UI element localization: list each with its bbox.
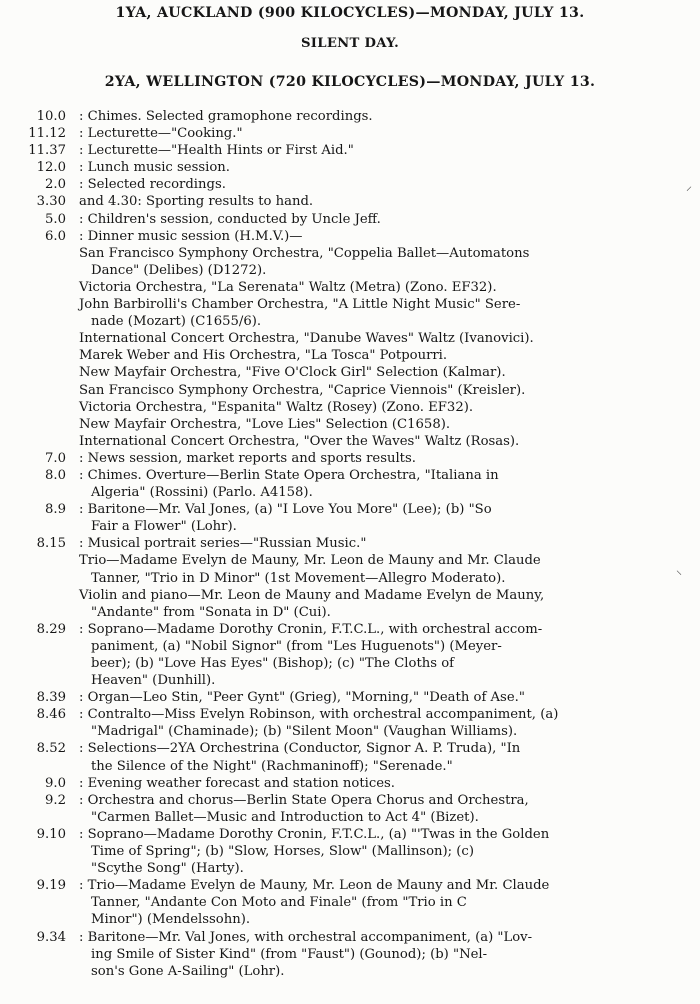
schedule-entry — [0, 159, 700, 176]
entry-line: Fair a Flower" (Lohr). — [91, 519, 237, 535]
margin-mark: ⸝ — [686, 179, 693, 193]
entry-line: and 4.30: Sporting results to hand. — [79, 194, 314, 210]
entry-time: 9.2 — [45, 792, 66, 808]
schedule-entry — [0, 450, 700, 467]
schedule-entry — [0, 501, 700, 535]
schedule-entry — [0, 792, 700, 826]
entry-line: "Carmen Ballet—Music and Introduction to Act 4" (Bizet). — [91, 809, 479, 825]
entry-time: 12.0 — [36, 160, 66, 176]
entry-line: : News session, market reports and sports results. — [79, 450, 416, 466]
entry-time: 8.39 — [36, 690, 66, 706]
entry-line: Violin and piano—Mr. Leon de Mauny and Madame Evelyn de Mauny, — [79, 587, 545, 603]
entry-line: : Contralto—Miss Evelyn Robinson, with orchestral accompaniment, (a) — [79, 707, 559, 723]
margin-mark: ⸜ — [676, 563, 683, 577]
entry-line: : Children's session, conducted by Uncle Jeff. — [79, 211, 381, 227]
schedule-entry — [0, 125, 700, 142]
entry-time: 9.10 — [36, 826, 66, 842]
entry-line: : Chimes. Selected gramophone recordings. — [79, 109, 373, 124]
entry-line: : Orchestra and chorus—Berlin State Opera Chorus and Orchestra, — [79, 792, 529, 808]
entry-line: Algeria" (Rossini) (Parlo. A4158). — [91, 485, 313, 501]
entry-line: Tanner, "Trio in D Minor" (1st Movement—Allegro Moderato). — [91, 570, 506, 586]
entry-line: Victoria Orchestra, "Espanita" Waltz (Rosey) (Zono. EF32). — [79, 399, 474, 415]
entry-line: Victoria Orchestra, "La Serenata" Waltz (Metra) (Zono. EF32). — [79, 279, 497, 295]
entry-line: San Francisco Symphony Orchestra, "Coppelia Ballet—Automatons — [79, 245, 530, 261]
entry-text — [79, 142, 686, 159]
entry-text — [79, 621, 686, 689]
entry-line: Marek Weber and His Orchestra, "La Tosca" Potpourri. — [79, 348, 448, 364]
schedule-entry — [0, 775, 700, 792]
entry-line: beer); (b) "Love Has Eyes" (Bishop); (c) "The Cloths of — [91, 656, 455, 671]
entry-text — [79, 108, 686, 125]
schedule-entry — [0, 211, 700, 228]
entry-time: 10.0 — [36, 109, 66, 124]
entry-line: Heaven" (Dunhill). — [91, 673, 216, 689]
entry-time: 5.0 — [45, 211, 66, 227]
entry-text — [79, 159, 686, 176]
entry-line: : Soprano—Madame Dorothy Cronin, F.T.C.L., with orchestral accom- — [79, 621, 543, 637]
entry-line: paniment, (a) "Nobil Signor" (from "Les Huguenots") (Meyer- — [91, 638, 502, 654]
entry-line: : Dinner music session (H.M.V.)— — [79, 228, 303, 244]
entry-text — [79, 193, 686, 210]
schedule-entry — [0, 689, 700, 706]
entry-line: : Selections—2YA Orchestrina (Conductor, Signor A. P. Truda), "In — [79, 741, 521, 757]
entry-line: New Mayfair Orchestra, "Love Lies" Selection (C1658). — [79, 416, 451, 432]
entry-line: : Musical portrait series—"Russian Music." — [79, 536, 367, 552]
entry-time: 11.12 — [28, 126, 66, 142]
entry-line: Tanner, "Andante Con Moto and Finale" (from "Trio in C — [91, 895, 467, 911]
entry-line: : Baritone—Mr. Val Jones, with orchestral accompaniment, (a) "Lov- — [79, 929, 533, 945]
entry-time: 8.15 — [36, 536, 66, 552]
entry-time: 8.9 — [45, 502, 66, 518]
entry-text — [79, 740, 686, 774]
entry-text — [79, 929, 686, 980]
schedule-entry — [0, 706, 700, 740]
silent-day-heading: SILENT DAY. — [300, 36, 400, 51]
schedule-entry — [0, 108, 700, 125]
entry-line: the Silence of the Night" (Rachmaninoff); "Serenade." — [91, 758, 453, 774]
wellington-heading: 2YA, WELLINGTON (720 KILOCYCLES)—MONDAY, JULY 13. — [104, 74, 596, 90]
entry-time: 8.0 — [45, 467, 66, 483]
entry-line: son's Gone A-Sailing" (Lohr). — [91, 963, 285, 979]
entry-line: John Barbirolli's Chamber Orchestra, "A Little Night Music" Sere- — [79, 297, 521, 313]
schedule-entry — [0, 176, 700, 193]
schedule-entry — [0, 877, 700, 928]
entry-line: Time of Spring"; (b) "Slow, Horses, Slow" (Mallinson); (c) — [91, 844, 474, 860]
entry-line: San Francisco Symphony Orchestra, "Caprice Viennois" (Kreisler). — [79, 382, 526, 398]
entry-text — [79, 792, 686, 826]
schedule-entry — [0, 193, 700, 210]
entry-text — [79, 535, 686, 552]
entry-line: Dance" (Delibes) (D1272). — [91, 262, 267, 278]
schedule-subentries — [0, 245, 700, 450]
entry-time: 9.19 — [36, 878, 66, 894]
entry-time: 8.29 — [36, 621, 66, 637]
entry-line: : Lunch music session. — [79, 160, 230, 176]
entry-line: : Trio—Madame Evelyn de Mauny, Mr. Leon de Mauny and Mr. Claude — [79, 878, 550, 894]
entry-line: : Baritone—Mr. Val Jones, (a) "I Love You More" (Lee); (b) "So — [79, 502, 492, 518]
entry-time: 3.30 — [36, 194, 66, 210]
entry-text — [79, 125, 686, 142]
entry-time: 9.34 — [36, 929, 66, 945]
entry-line: : Lecturette—"Health Hints or First Aid." — [79, 143, 354, 159]
schedule-entry — [0, 621, 700, 689]
schedule-entry — [0, 929, 700, 980]
schedule-entry — [0, 535, 700, 552]
entry-text — [79, 826, 686, 877]
entry-time: 8.46 — [36, 707, 66, 723]
entry-text — [79, 211, 686, 228]
entry-line: International Concert Orchestra, "Danube Waves" Waltz (Ivanovici). — [79, 331, 534, 347]
entry-text — [79, 176, 686, 193]
entry-text — [79, 552, 686, 620]
entry-time: 6.0 — [45, 228, 66, 244]
schedule-entry — [0, 467, 700, 501]
entry-line: nade (Mozart) (C1655/6). — [91, 314, 262, 330]
entry-text — [79, 245, 686, 450]
schedule-entry — [0, 142, 700, 159]
schedule-entry — [0, 826, 700, 877]
entry-line: : Organ—Leo Stin, "Peer Gynt" (Grieg), "Morning," "Death of Ase." — [79, 690, 525, 706]
entry-line: : Soprano—Madame Dorothy Cronin, F.T.C.L., (a) "'Twas in the Golden — [79, 826, 550, 842]
entry-line: : Selected recordings. — [79, 177, 226, 193]
entry-text — [79, 706, 686, 740]
entry-line: Minor") (Mendelssohn). — [91, 912, 251, 928]
auckland-heading: 1YA, AUCKLAND (900 KILOCYCLES)—MONDAY, JULY 13. — [115, 5, 585, 21]
schedule-entry — [0, 228, 700, 245]
schedule-entry — [0, 740, 700, 774]
entry-line: Trio—Madame Evelyn de Mauny, Mr. Leon de Mauny and Mr. Claude — [79, 553, 541, 569]
entry-text — [79, 689, 686, 706]
entry-time: 7.0 — [45, 450, 66, 466]
entry-text — [79, 467, 686, 501]
entry-line: International Concert Orchestra, "Over the Waves" Waltz (Rosas). — [79, 433, 520, 449]
entry-text — [79, 877, 686, 928]
entry-time: 11.37 — [28, 143, 66, 159]
entry-line: New Mayfair Orchestra, "Five O'Clock Girl" Selection (Kalmar). — [79, 365, 506, 381]
program-schedule — [0, 108, 700, 980]
entry-time: 8.52 — [36, 741, 66, 757]
entry-line: : Lecturette—"Cooking." — [79, 126, 243, 142]
entry-text — [79, 228, 686, 245]
entry-line: ing Smile of Sister Kind" (from "Faust") (Gounod); (b) "Nel- — [91, 946, 488, 962]
entry-line: "Scythe Song" (Harty). — [91, 861, 244, 877]
schedule-subentries — [0, 552, 700, 620]
entry-text — [79, 450, 686, 467]
entry-time: 9.0 — [45, 775, 66, 791]
entry-line: : Evening weather forecast and station notices. — [79, 775, 395, 791]
entry-text — [79, 501, 686, 535]
entry-time: 2.0 — [45, 177, 66, 193]
entry-text — [79, 775, 686, 792]
entry-line: : Chimes. Overture—Berlin State Opera Orchestra, "Italiana in — [79, 467, 499, 483]
entry-line: "Madrigal" (Chaminade); (b) "Silent Moon" (Vaughan Williams). — [91, 724, 518, 740]
entry-line: "Andante" from "Sonata in D" (Cui). — [91, 604, 331, 620]
